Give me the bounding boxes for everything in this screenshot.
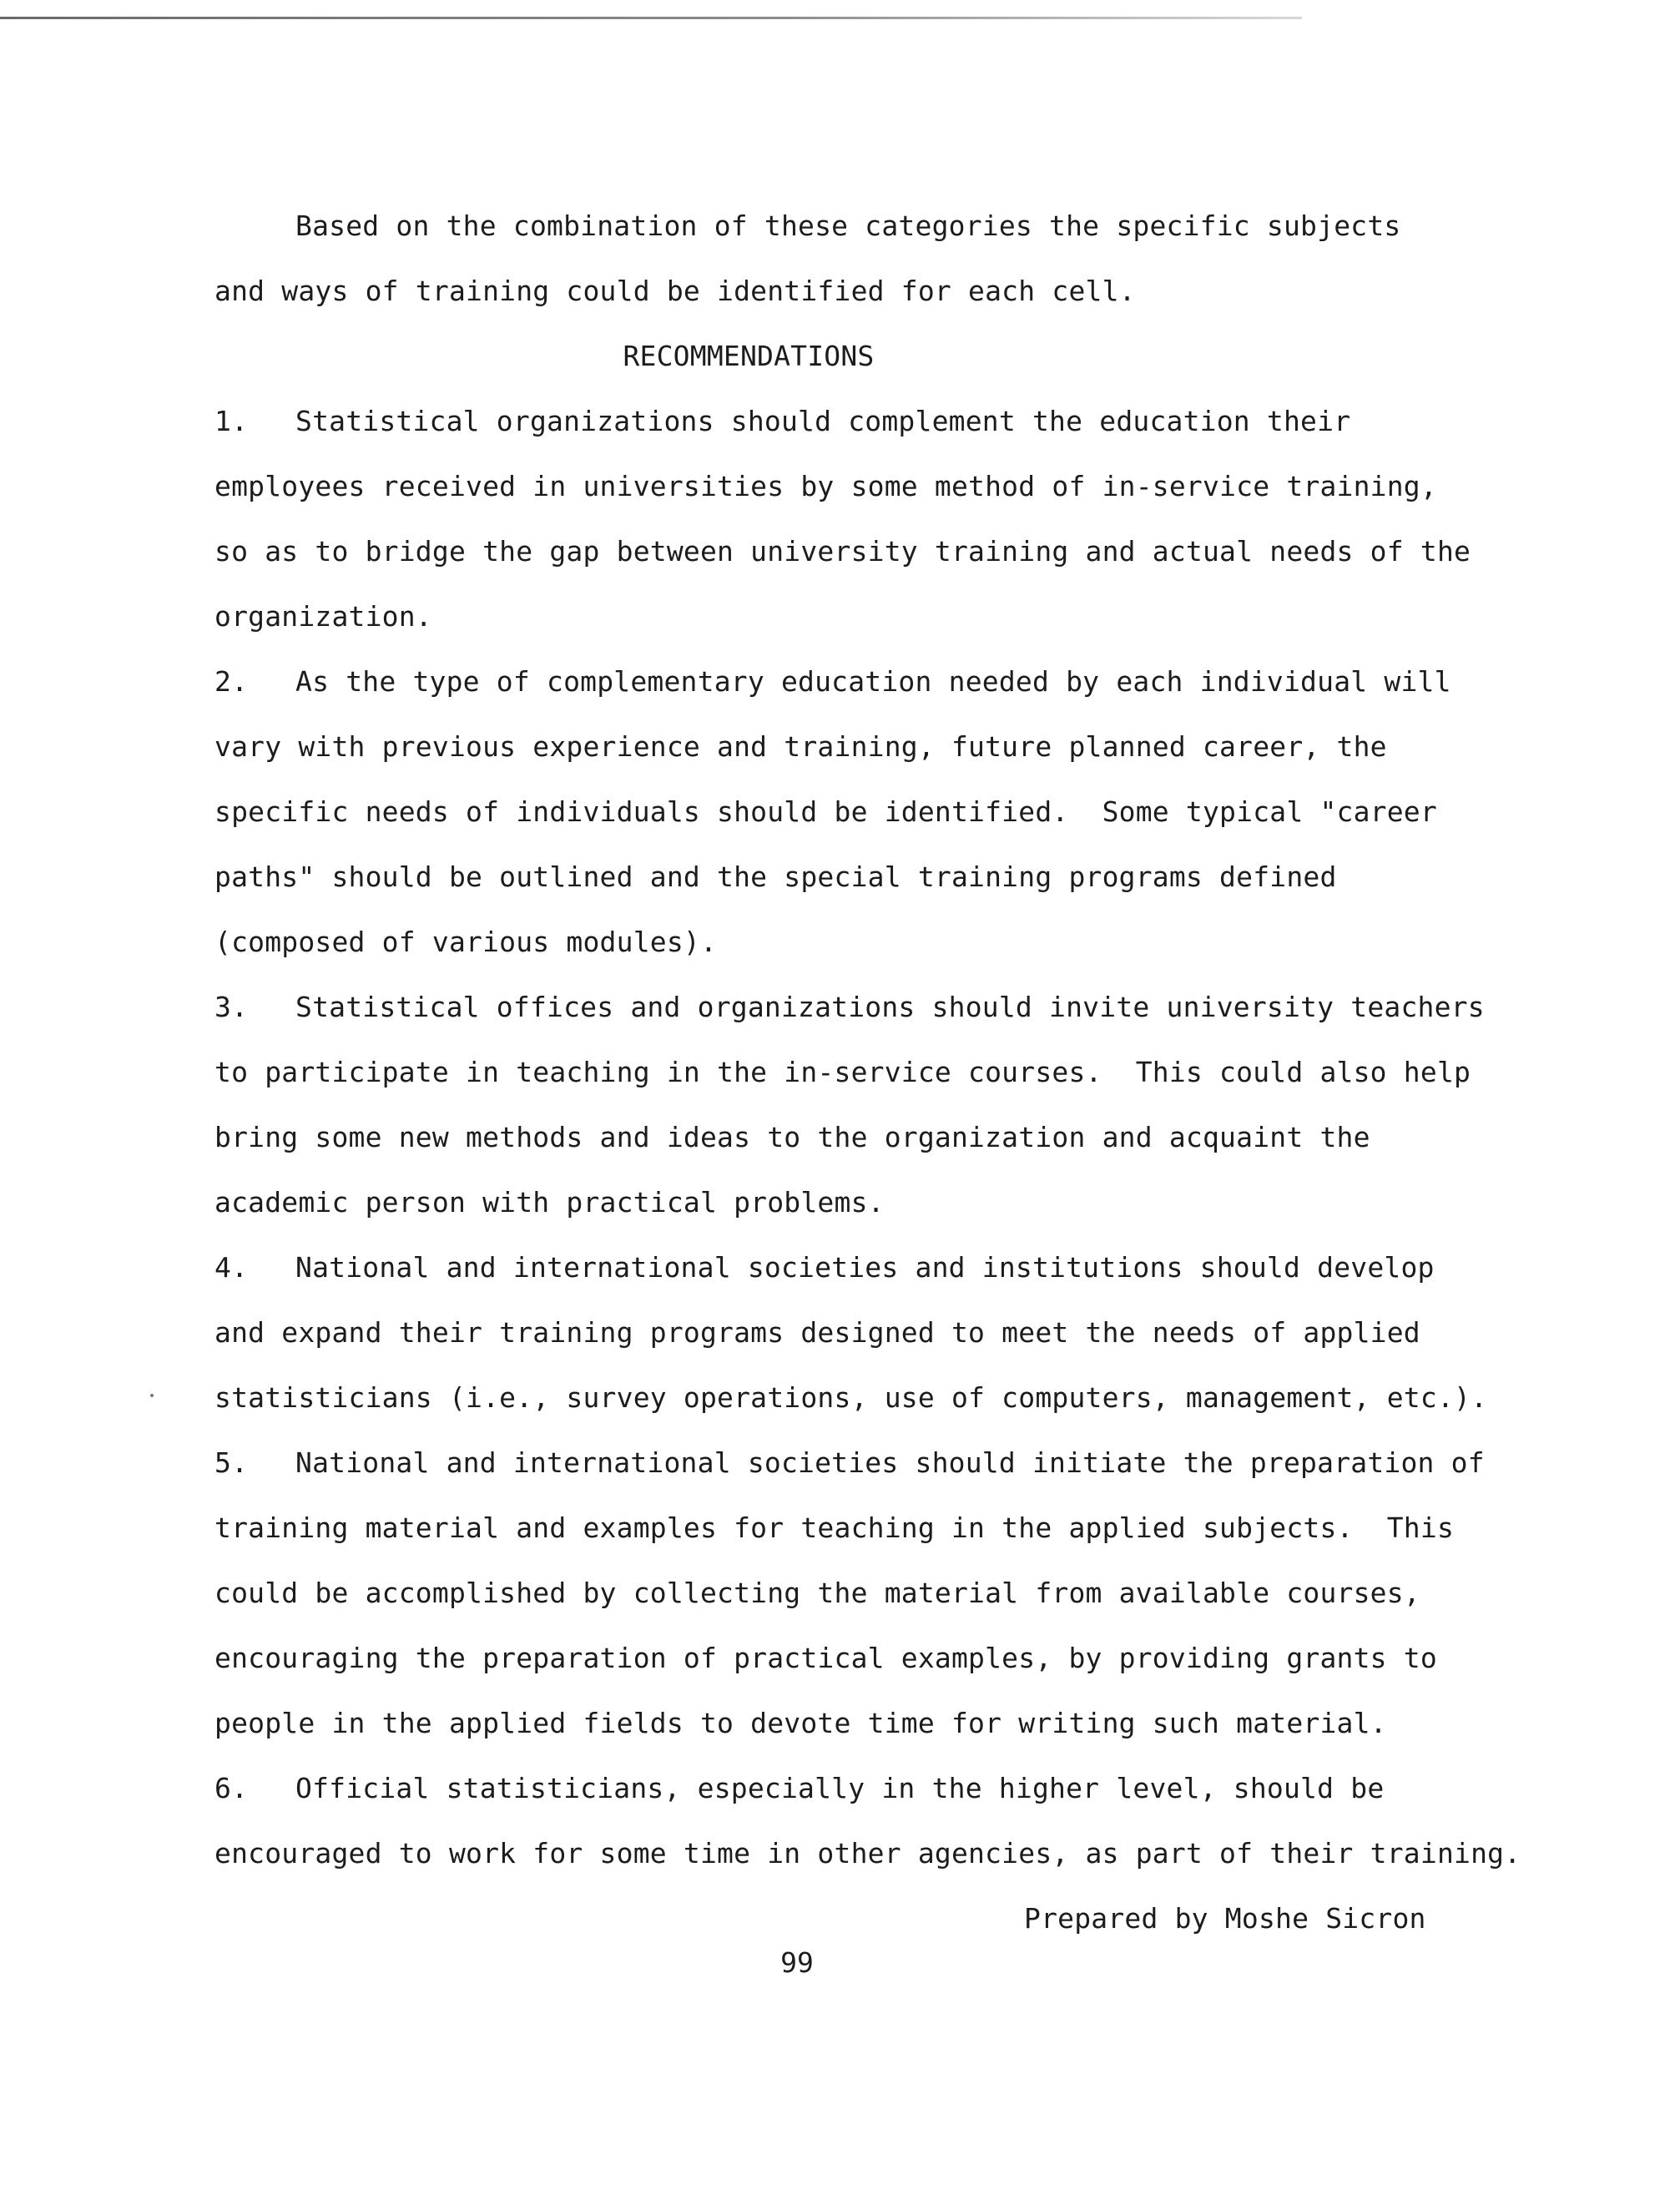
recommendation-3 (214, 975, 1485, 1040)
recommendation-line: encouraging the preparation of practical examples, by providing grants to (214, 1642, 1437, 1674)
recommendation-line: so as to bridge the gap between university training and actual needs of the (214, 535, 1471, 568)
recommendation-line: (composed of various modules). (214, 926, 718, 958)
recommendation-line: paths" should be outlined and the special training programs defined (214, 860, 1337, 893)
section-heading: RECOMMENDATIONS (623, 340, 875, 372)
recommendation-number: 6. (214, 1772, 249, 1804)
recommendation-first-line: Official statisticians, especially in the higher level, should be (295, 1772, 1385, 1804)
recommendation-first-line: National and international societies should initiate the preparation of (295, 1446, 1485, 1479)
recommendation-4 (214, 1235, 1475, 1300)
recommendation-5 (214, 1431, 1485, 1496)
signature: Prepared by Moshe Sicron (1024, 1902, 1426, 1935)
recommendation-line: to participate in teaching in the in-service courses. This could also help (214, 1056, 1471, 1088)
recommendation-1 (214, 389, 1475, 454)
recommendation-line: organization. (214, 600, 432, 633)
page-number: 99 (780, 1946, 814, 1979)
recommendation-line: training material and examples for teaching in the applied subjects. This (214, 1511, 1455, 1544)
recommendation-first-line: Statistical offices and organizations should invite university teachers (295, 991, 1485, 1023)
top-rule (0, 17, 1302, 19)
recommendation-line: bring some new methods and ideas to the organization and acquaint the (214, 1121, 1370, 1153)
page-body (214, 194, 1521, 1951)
recommendation-line: academic person with practical problems. (214, 1186, 885, 1219)
intro-line-2: and ways of training could be identified for each cell. (214, 275, 1136, 307)
recommendation-number: 2. (214, 665, 249, 698)
recommendation-first-line: As the type of complementary education needed by each individual will (295, 665, 1451, 698)
recommendation-line: vary with previous experience and training, future planned career, the (214, 730, 1387, 763)
recommendation-first-line: Statistical organizations should complement the education their (295, 405, 1351, 437)
recommendation-2 (214, 649, 1475, 714)
stray-mark (150, 1394, 154, 1397)
recommendation-line: statisticians (i.e., survey operations, use of computers, management, etc.). (214, 1381, 1488, 1414)
recommendation-line: could be accomplished by collecting the material from available courses, (214, 1577, 1420, 1609)
recommendation-line: employees received in universities by some method of in-service training, (214, 470, 1437, 502)
recommendation-line: encouraged to work for some time in other agencies, as part of their training. (214, 1837, 1521, 1870)
recommendation-number: 3. (214, 991, 249, 1023)
recommendation-first-line: National and international societies and institutions should develop (295, 1251, 1435, 1284)
intro-line-1: Based on the combination of these categories the specific subjects (295, 209, 1401, 242)
recommendation-line: and expand their training programs designed to meet the needs of applied (214, 1316, 1420, 1349)
recommendation-6 (214, 1756, 1475, 1821)
recommendation-number: 1. (214, 405, 249, 437)
recommendation-line: people in the applied fields to devote time for writing such material. (214, 1707, 1387, 1739)
recommendation-number: 5. (214, 1446, 249, 1479)
recommendation-line: specific needs of individuals should be identified. Some typical "career (214, 795, 1437, 828)
recommendation-number: 4. (214, 1251, 249, 1284)
